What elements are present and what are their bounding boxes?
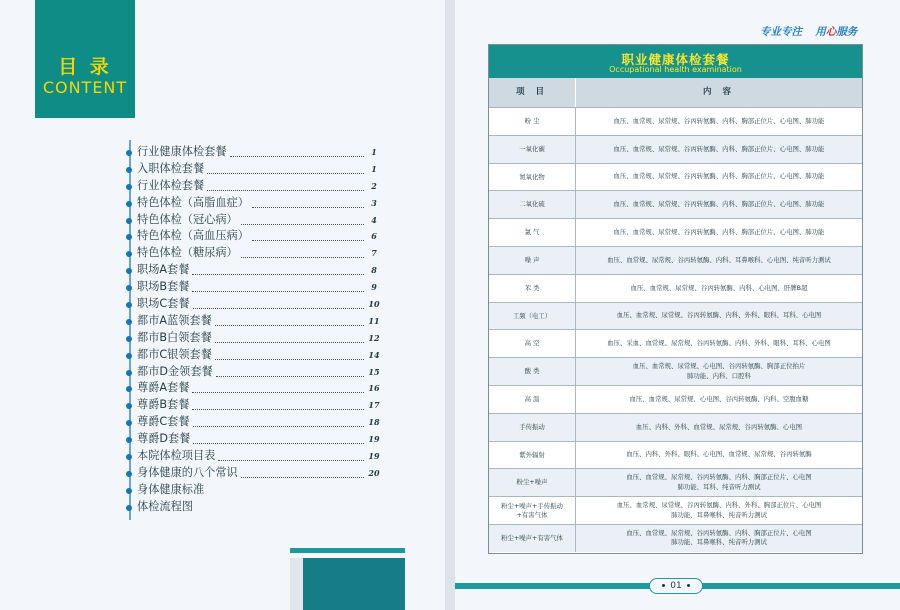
- table-row: [489, 329, 862, 357]
- toc-item[interactable]: [126, 431, 396, 448]
- row-content-cell: 血压、血常规、尿常规、谷丙转氨酶、内科、外科、胸部正位片、心电图 肺功能、耳鼻喉科、纯音听力测试: [616, 501, 822, 519]
- bullet-dot-icon: [126, 234, 132, 240]
- toc-item-label: 特色体检（高血压病）: [137, 229, 249, 243]
- toc-leader: [252, 207, 364, 208]
- row-item-cell: 酸 类: [524, 367, 540, 376]
- toc-item[interactable]: [126, 414, 396, 431]
- corner-shadow: [290, 558, 303, 610]
- row-content-cell: 血压、内科、外科、眼科、心电图、血常规、尿常规、谷丙转氨酶: [626, 450, 812, 459]
- page-gutter: [445, 0, 455, 610]
- toc-item-label: 特色体检（冠心病）: [137, 212, 238, 226]
- table-row: [489, 218, 862, 246]
- toc-leader: [241, 257, 364, 258]
- row-content-cell: 血压、血常规、尿常规、谷丙转氨酶、内科、胸部正位片、心电图、肺功能: [613, 200, 825, 209]
- row-item-cell: 紫外辐射: [519, 450, 545, 459]
- table-row: [489, 468, 862, 496]
- toc-page-number: 10: [368, 299, 380, 310]
- row-item-cell: 一氧化碳: [519, 144, 545, 153]
- toc-page-number: 19: [368, 451, 380, 462]
- table-row: [489, 385, 862, 413]
- slogan-heart: 心: [825, 26, 837, 38]
- toc-leader: [215, 325, 364, 326]
- column-header-row: [489, 78, 862, 107]
- bullet-dot-icon: [126, 167, 132, 173]
- slogan: [760, 24, 857, 39]
- row-content-cell: 血压、内科、外科、血常规、尿常规、谷丙转氨酶、心电图: [635, 422, 803, 431]
- pill-dot-left: [662, 584, 665, 587]
- toc-item[interactable]: [126, 397, 396, 414]
- toc-item-label: 职场A套餐: [137, 263, 190, 277]
- toc-item[interactable]: [126, 499, 396, 516]
- toc-item-label: 都市A蓝领套餐: [137, 313, 212, 327]
- row-content-cell: 血压、血常规、尿常规、谷丙转氨酶、内科、胸部正位片、心电图 肺功能、耳鼻喉科、纯音听力测试: [626, 529, 812, 547]
- toc-item-label: 尊爵D套餐: [137, 432, 191, 446]
- page-number: 01: [670, 581, 682, 591]
- bullet-dot-icon: [126, 336, 132, 342]
- toc-leader: [252, 240, 364, 241]
- left-page: [0, 0, 445, 610]
- row-content-cell: 血压、血常规、尿常规、谷丙转氨酶、内科、胸部正位片、心电图、肺功能: [613, 172, 825, 181]
- toc-leader: [193, 426, 364, 427]
- toc-leader: [215, 342, 364, 343]
- toc-item-label: 都市D金领套餐: [137, 364, 213, 378]
- toc-leader: [193, 308, 364, 309]
- package-table: [488, 44, 863, 554]
- pill-dot-right: [687, 584, 690, 587]
- toc-leader: [192, 392, 364, 393]
- toc-item[interactable]: [126, 228, 396, 245]
- toc-item-label: 入职体检套餐: [137, 161, 205, 175]
- toc-leader: [192, 409, 364, 410]
- row-item-cell: 高 温: [524, 395, 540, 404]
- bullet-dot-icon: [126, 488, 132, 494]
- toc-page-number: 2: [371, 180, 377, 191]
- toc-page-number: 1: [371, 147, 377, 157]
- toc-item-label: 身体健康的八个常识: [137, 465, 238, 479]
- toc-item-label: 行业健康体检套餐: [137, 145, 227, 158]
- toc-item[interactable]: [126, 161, 396, 178]
- toc-leader: [216, 376, 364, 377]
- toc-item-label: 体检流程图: [137, 499, 193, 513]
- bullet-dot-icon: [126, 251, 132, 257]
- toc-leader: [207, 173, 364, 174]
- row-content-cell: 血压、血常规、尿常规、谷丙转氨酶、内科、外科、眼科、耳科、心电图: [616, 311, 822, 320]
- row-content-cell: 血压、血常规、尿常规、谷丙转氨酶、内科、胸部正位片、心电图 肺功能、耳科、纯音听力测试: [626, 473, 812, 491]
- row-item-cell: 噪 声: [524, 256, 540, 265]
- table-row: [489, 190, 862, 218]
- table-subtitle: Occupational health examination: [609, 65, 742, 74]
- bullet-dot-icon: [126, 218, 132, 224]
- toc-leader: [207, 190, 364, 191]
- toc-item[interactable]: [126, 380, 396, 397]
- toc-leader: [192, 291, 364, 292]
- toc-item[interactable]: [126, 364, 396, 381]
- table-row: [489, 107, 862, 135]
- toc-leader: [218, 460, 364, 461]
- toc-page-number: 17: [368, 400, 380, 411]
- row-content-cell: 血压、血常规、尿常规、谷丙转氨酶、内科、心电图、肝脾B超: [630, 283, 808, 292]
- toc-item-label: 特色体检（糖尿病）: [137, 246, 238, 260]
- bullet-dot-icon: [126, 285, 132, 291]
- toc-page-number: 20: [368, 467, 380, 478]
- toc-page-number: 18: [368, 417, 380, 428]
- corner-strip: [290, 548, 405, 553]
- bullet-dot-icon: [126, 370, 132, 376]
- column-header-item: 项 目: [516, 87, 548, 97]
- table-body: [489, 107, 862, 552]
- bullet-dot-icon: [126, 184, 132, 190]
- toc-item[interactable]: [126, 448, 396, 465]
- toc-item-label: 特色体检（高脂血症）: [137, 195, 249, 209]
- toc-item-label: 身体健康标准: [137, 482, 205, 496]
- toc-item-label: 尊爵A套餐: [137, 381, 190, 395]
- toc-item[interactable]: [126, 178, 396, 195]
- toc-page-number: 7: [371, 248, 377, 259]
- bullet-dot-icon: [126, 353, 132, 359]
- corner-block: [303, 558, 405, 610]
- toc-page-number: 12: [368, 332, 380, 343]
- row-item-cell: 氯 气: [524, 228, 540, 237]
- table-row: [489, 357, 862, 385]
- bullet-dot-icon: [126, 302, 132, 308]
- bullet-dot-icon: [126, 201, 132, 207]
- table-row: [489, 496, 862, 524]
- toc-leader: [215, 359, 364, 360]
- row-item-cell: 粉尘+噪声+有害气体: [501, 534, 563, 543]
- toc-item[interactable]: [126, 262, 396, 279]
- bullet-dot-icon: [126, 437, 132, 443]
- toc-item[interactable]: [126, 245, 396, 262]
- table-header: [489, 45, 862, 78]
- toc-page-number: 9: [371, 282, 377, 293]
- toc-item[interactable]: [126, 465, 396, 482]
- slogan-part3: 服务: [836, 26, 858, 38]
- row-content-cell: 血压、血常规、尿常规、谷丙转氨酶、内科、胸部正位片、心电图、肺功能: [613, 116, 825, 125]
- toc-item[interactable]: [126, 330, 396, 347]
- toc-item-label: 尊爵C套餐: [137, 415, 190, 429]
- toc-title: 目 录: [58, 56, 112, 78]
- slogan-part1: 专业专注: [760, 26, 802, 38]
- toc-page-number: 15: [368, 366, 380, 377]
- bullet-dot-icon: [126, 454, 132, 460]
- row-item-cell: 高 空: [524, 339, 540, 348]
- table-title: 职业健康体检套餐: [621, 52, 730, 67]
- row-item-cell: 粉尘+噪声+手传振动 +有害气体: [501, 501, 563, 519]
- table-row: [489, 135, 862, 163]
- toc-list: [126, 144, 396, 516]
- table-row: [489, 524, 862, 552]
- row-content-cell: 血压、血常规、尿常规、心电图、谷丙转氨酶、胸部正位拍片 肺功能、内科、口腔科: [632, 362, 806, 380]
- toc-item[interactable]: [126, 195, 396, 212]
- toc-page-number: 6: [371, 231, 377, 242]
- toc-item-label: 都市B白领套餐: [137, 330, 212, 344]
- toc-item-label: 职场C套餐: [137, 297, 190, 311]
- slogan-part2: 用: [815, 26, 826, 38]
- row-item-cell: 二氧化硫: [519, 200, 545, 209]
- toc-page-number: 16: [368, 383, 380, 394]
- row-item-cell: 工频（电工）: [512, 311, 552, 320]
- bullet-dot-icon: [126, 319, 132, 325]
- toc-item[interactable]: [126, 482, 396, 499]
- row-content-cell: 血压、血常规、尿常规、谷丙转氨酶、内科、耳鼻喉科、心电图、纯音听力测试: [607, 255, 831, 264]
- table-row: [489, 413, 862, 441]
- toc-item[interactable]: [126, 212, 396, 229]
- table-row: [489, 246, 862, 274]
- toc-leader: [192, 274, 364, 275]
- toc-item-label: 都市C银领套餐: [137, 347, 212, 361]
- table-row: [489, 441, 862, 469]
- bullet-dot-icon: [126, 150, 132, 156]
- row-item-cell: 粉 尘: [524, 117, 540, 126]
- toc-leader: [241, 224, 364, 225]
- table-row: [489, 163, 862, 191]
- table-row: [489, 274, 862, 302]
- column-header-content: 内 容: [703, 87, 735, 97]
- bullet-dot-icon: [126, 403, 132, 409]
- row-content-cell: 血压、血常规、尿常规、谷丙转氨酶、内科、胸部正位片、心电图、肺功能: [613, 144, 825, 153]
- toc-page-number: 19: [368, 434, 380, 445]
- toc-item-label: 本院体检项目表: [137, 449, 216, 463]
- toc-page-number: 14: [368, 349, 380, 360]
- row-content-cell: 血压、采血、血常规、尿常规、谷丙转氨酶、内科、外科、眼科、耳科、心电图: [607, 339, 831, 348]
- toc-page-number: 11: [368, 315, 380, 326]
- bullet-dot-icon: [126, 386, 132, 392]
- page-number-pill: [649, 578, 703, 594]
- bullet-dot-icon: [126, 420, 132, 426]
- toc-item[interactable]: [126, 296, 396, 313]
- row-item-cell: 苯 类: [524, 283, 540, 292]
- toc-header: [35, 0, 135, 118]
- toc-page-number: 4: [371, 214, 377, 225]
- toc-item[interactable]: [126, 144, 396, 161]
- bullet-dot-icon: [126, 471, 132, 477]
- right-page: [455, 0, 900, 610]
- toc-item-label: 尊爵B套餐: [137, 398, 190, 412]
- toc-item-label: 职场B套餐: [137, 280, 190, 294]
- toc-item[interactable]: [126, 313, 396, 330]
- toc-leader: [193, 443, 364, 444]
- toc-page-number: 8: [371, 265, 377, 276]
- table-row: [489, 302, 862, 330]
- toc-item-label: 行业体检套餐: [137, 178, 205, 192]
- toc-item[interactable]: [126, 347, 396, 364]
- toc-subtitle: CONTENT: [42, 78, 128, 97]
- toc-page-number: 1: [371, 163, 377, 174]
- row-item-cell: 氮氧化物: [519, 172, 545, 181]
- toc-item[interactable]: [126, 279, 396, 296]
- toc-leader: [230, 156, 364, 157]
- bullet-dot-icon: [126, 505, 132, 511]
- row-content-cell: 血压、血常规、尿常规、心电图、谷丙转氨酶、内科、空腹血糖: [629, 394, 809, 403]
- row-item-cell: 手传振动: [519, 422, 545, 431]
- row-item-cell: 粉尘+噪声: [516, 478, 548, 487]
- bullet-dot-icon: [126, 268, 132, 274]
- toc-page-number: 3: [371, 197, 377, 208]
- toc-leader: [241, 477, 364, 478]
- row-content-cell: 血压、血常规、尿常规、谷丙转氨酶、内科、胸部正位片、心电图、肺功能: [613, 227, 825, 236]
